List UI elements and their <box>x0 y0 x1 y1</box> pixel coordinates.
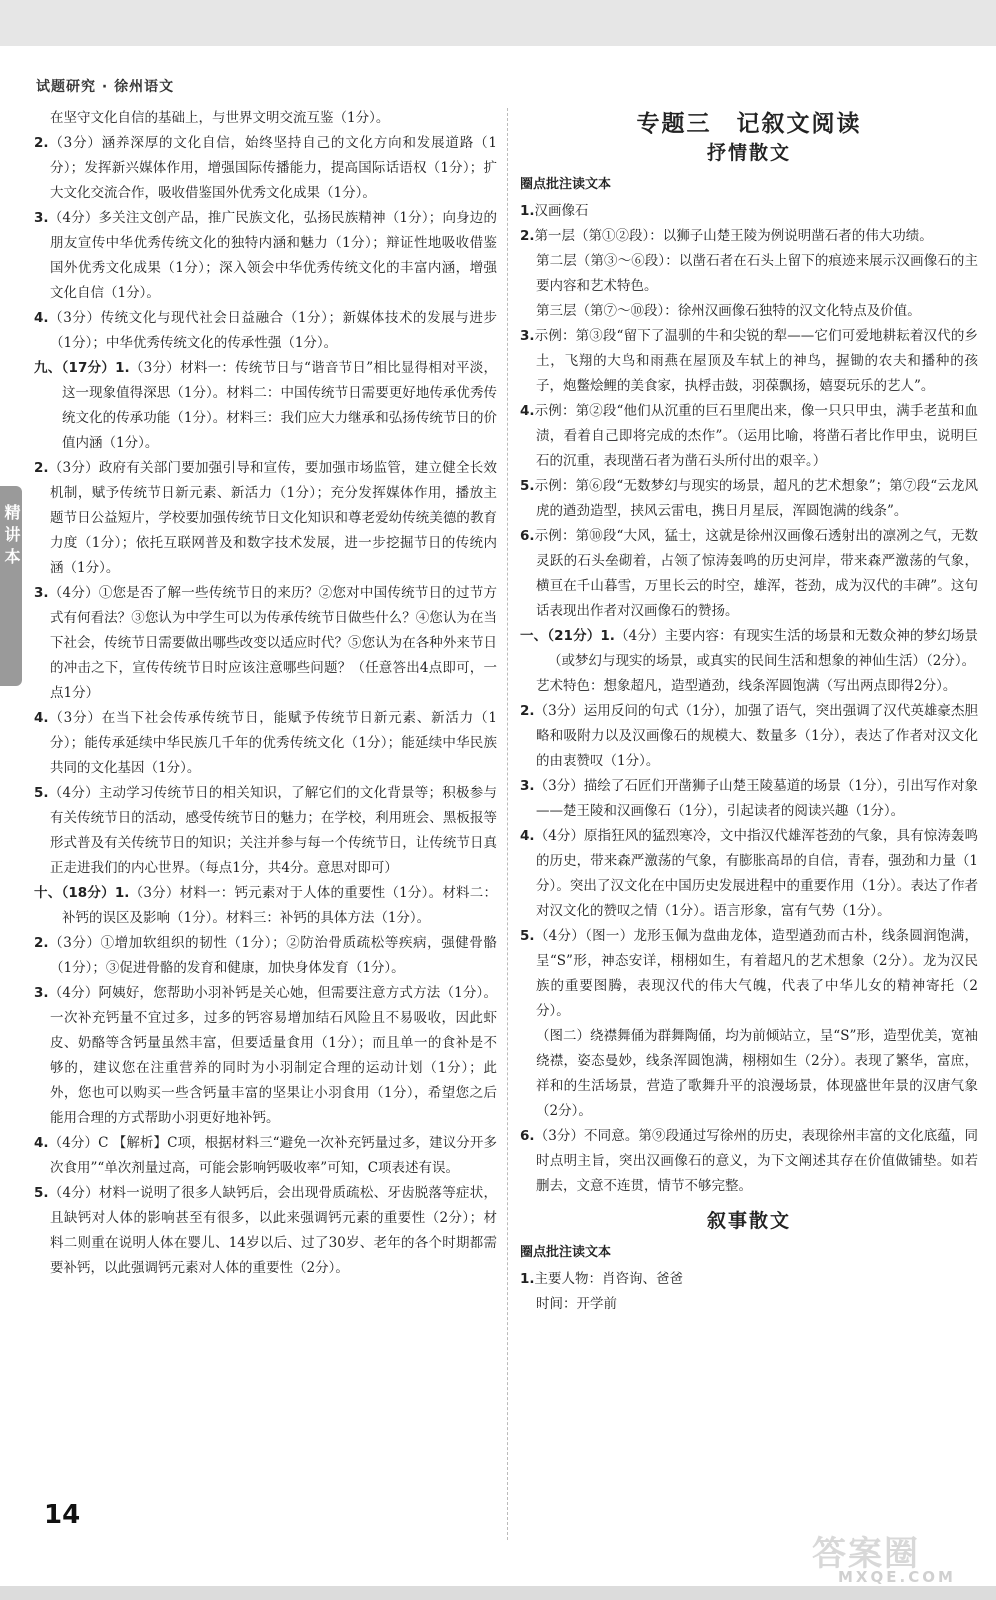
answer-text: （图二）绕襟舞俑为群舞陶俑，均为前倾站立，呈“S”形，造型优美，宽袖绕襟，姿态曼妙，线条浑圆饱满，栩栩如生（2分）。表现了繁华，富庶，祥和的生活场景，营造了歌舞升平的浪漫场景，体现盛世年景的汉唐气象（2分）。 <box>536 1028 978 1119</box>
answer-number: 3. <box>34 210 49 226</box>
answer-number: 2. <box>520 228 535 244</box>
top-margin-band <box>0 0 996 46</box>
answer-item <box>34 456 497 581</box>
answer-item <box>34 881 497 931</box>
answer-item <box>520 399 978 474</box>
answer-item <box>34 581 497 706</box>
answer-text: （4分）主要内容：有现实生活的场景和无数众神的梦幻场景（或梦幻与现实的场景，或真实的民间生活和想象的神仙生活）（2分）。 <box>548 628 979 669</box>
answer-number: 2. <box>520 703 535 719</box>
answer-text: （4分）（图一）龙形玉佩为盘曲龙体，造型遒劲而古朴，线条圆润饱满，呈“S”形，神态安详，栩栩如生，有着超凡的艺术想象（2分）。龙为汉民族的重要图腾，表现汉代的伟大气魄，代表了中华儿女的精神寄托（2分）。 <box>534 928 978 1019</box>
answer-number: 5. <box>520 928 535 944</box>
answer-text: 示例：第⑥段“无数梦幻与现实的场景，超凡的艺术想象”；第⑦段“云龙风虎的遒劲造型，挟风云雷电，携日月星辰，浑圆饱满的线条”。 <box>534 478 978 519</box>
answer-item <box>34 1131 497 1181</box>
answer-text: 艺术特色：想象超凡，造型遒劲，线条浑圆饱满（写出两点即得2分）。 <box>536 678 957 694</box>
answer-number: 1. <box>520 203 535 219</box>
answer-number: 1. <box>520 1271 535 1287</box>
answer-item <box>520 524 978 624</box>
answer-text: （3分）材料一：传统节日与“谐音节日”相比显得相对平淡，这一现象值得深思（1分）。材料二：中国传统节日需要更好地传承优秀传统文化的传承功能（1分）。材料三：我们应大力继承和弘扬传统节日的价值内涵（1分）。 <box>62 360 497 451</box>
answer-number: 十、（18分）1. <box>34 885 130 901</box>
answer-list-lyric <box>520 199 978 1199</box>
side-tab-label: 精讲本 <box>2 504 21 570</box>
watermark-url: MXQE.COM <box>838 1568 956 1586</box>
answer-text: （4分）阿姨好，您帮助小羽补钙是关心她，但需要注意方式方法（1分）。一次补充钙量不宜过多，过多的钙容易增加结石风险且不易吸收，因此虾皮、奶酪等含钙量虽然丰富，但要适量食用（1分）；而且单一的食补是不够的，建议您在注重营养的同时为小羽制定合理的运动计划（1分）；此外，您也可以购买一些含钙量丰富的坚果让小羽食用（1分），希望您之后能用合理的方式帮助小羽更好地补钙。 <box>48 985 497 1126</box>
answer-number: 4. <box>34 1135 49 1151</box>
answer-item <box>520 1292 978 1317</box>
answer-text: （4分）主动学习传统节日的相关知识，了解它们的文化背景等；积极参与有关传统节日的活动，感受传统节日的魅力；在学校，利用班会、黑板报等形式普及有关传统节日的知识；关注并参与每一个传统节日，让传统节日真正走进我们的内心世界。（每点1分，共4分。意思对即可） <box>48 785 497 876</box>
answer-number: 3. <box>520 328 535 344</box>
answer-number: 九、（17分）1. <box>34 360 130 376</box>
answer-text: 汉画像石 <box>534 203 589 219</box>
answer-item <box>520 824 978 924</box>
answer-item <box>34 206 497 306</box>
answer-item <box>34 931 497 981</box>
answer-item <box>520 774 978 824</box>
answer-number: 3. <box>34 985 49 1001</box>
answer-text: （3分）材料一：钙元素对于人体的重要性（1分）。材料二：补钙的误区及影响（1分）。材料三：补钙的具体方法（1分）。 <box>62 885 497 926</box>
answer-text: （3分）不同意。第⑨段通过写徐州的历史，表现徐州丰富的文化底蕴，同时点明主旨，突出汉画像石的意义，为下文阐述其存在价值做铺垫。如若删去，文意不连贯，情节不够完整。 <box>534 1128 978 1194</box>
answer-item <box>34 706 497 781</box>
side-tab <box>0 486 22 686</box>
answer-number: 一、（21分）1. <box>520 628 615 644</box>
answer-text: 第三层（第⑦～⑩段）：徐州汉画像石独特的汉文化特点及价值。 <box>536 303 921 319</box>
answer-text: （4分）①您是否了解一些传统节日的来历？②您对中国传统节日的过节方式有何看法？③您认为中学生可以为传承传统节日做些什么？④您认为在当下社会，传统节日需要做出哪些改变以适应时代？⑤您认为在各种外来节日的冲击之下，宣传传统节日时应该注意哪些问题？（任意答出4点即可，一点1分） <box>48 585 497 701</box>
annotate-label: 圈点批注读文本 <box>520 177 612 192</box>
watermark-logo: 答案圈 <box>812 1534 920 1574</box>
answer-item <box>520 299 978 324</box>
answer-text: （3分）描绘了石匠们开凿狮子山楚王陵墓道的场景（1分），引出写作对象——楚王陵和汉画像石（1分），引起读者的阅读兴趣（1分）。 <box>534 778 978 819</box>
answer-text: （4分）原指狂风的猛烈寒冷，文中指汉代雄浑苍劲的气象，具有惊涛轰鸣的历史，带来森严激荡的气象，有膨胀高昂的自信，青春，强劲和力量（1分）。突出了汉文化在中国历史发展进程中的重要作用（1分）。表达了作者对汉文化的赞叹之情（1分）。语言形象，富有气势（1分）。 <box>534 828 978 919</box>
answer-item <box>520 224 978 249</box>
answer-number: 2. <box>34 935 49 951</box>
answer-number: 6. <box>520 528 535 544</box>
answer-item <box>520 249 978 299</box>
answer-number: 6. <box>520 1128 535 1144</box>
answer-text: （3分）在当下社会传承传统节日，能赋予传统节日新元素、新活力（1分）；能传承延续中华民族几千年的优秀传统文化（1分）；能延续中华民族共同的文化基因（1分）。 <box>48 710 497 776</box>
answer-number: 4. <box>34 310 49 326</box>
answer-number: 5. <box>520 478 535 494</box>
answer-text: （3分）运用反问的句式（1分），加强了语气，突出强调了汉代英雄豪杰胆略和吸附力以及汉画像石的规模大、数量多（1分），表达了作者对汉文化的由衷赞叹（1分）。 <box>534 703 978 769</box>
answer-text: 第一层（第①②段）：以狮子山楚王陵为例说明凿石者的伟大功绩。 <box>534 228 933 244</box>
section-title: 专题三 记叙文阅读 <box>636 111 862 137</box>
answer-text: （4分）材料一说明了很多人缺钙后，会出现骨质疏松、牙齿脱落等症状，且缺钙对人体的影响甚至有很多，以此来强调钙元素的重要性（2分）；材料二则重在说明人体在婴儿、14岁以后、过了30岁、老年的各个时期都需要补钙，以此强调钙元素对人体的重要性（2分）。 <box>48 1185 497 1276</box>
answer-number: 3. <box>520 778 535 794</box>
answer-text: 第二层（第③～⑥段）：以凿石者在石头上留下的痕迹来展示汉画像石的主要内容和艺术特色。 <box>536 253 978 294</box>
answer-list-narrative <box>520 1267 978 1317</box>
answer-item <box>34 781 497 881</box>
answer-item <box>34 981 497 1131</box>
answer-number: 4. <box>520 828 535 844</box>
answer-item <box>520 674 978 699</box>
answer-text: 示例：第③段“留下了温驯的牛和尖锐的犁——它们可爱地耕耘着汉代的乡土，飞翔的大鸟和雨燕在屋顶及车轼上的神鸟，握锄的农夫和播种的孩子，炮鳖烩鲤的美食家，执桴击鼓，羽葆飘扬，嬉耍玩乐的艺人”。 <box>534 328 978 394</box>
answer-text: （4分）多关注文创产品，推广民族文化，弘扬民族精神（1分）；向身边的朋友宣传中华优秀传统文化的独特内涵和魅力（1分）；辩证性地吸收借鉴国外优秀文化成果（1分）；深入领会中华优秀传统文化的丰富内涵，增强文化自信（1分）。 <box>48 210 497 301</box>
answer-number: 4. <box>520 403 535 419</box>
answer-number: 2. <box>34 135 49 151</box>
answer-item <box>520 624 978 674</box>
right-column <box>520 106 978 1317</box>
answer-item <box>520 474 978 524</box>
subsection-title-narrative: 叙事散文 <box>706 1210 791 1232</box>
answer-text: 主要人物：肖咨询、爸爸 <box>534 1271 684 1287</box>
answer-item <box>520 924 978 1024</box>
answer-item <box>520 199 978 224</box>
answer-item <box>520 699 978 774</box>
answer-text: 在坚守文化自信的基础上，与世界文明交流互鉴（1分）。 <box>50 110 390 126</box>
answer-text: 示例：第⑩段“大风，猛士，这就是徐州汉画像石透射出的凛冽之气，无数灵跃的石头垒砌着，占领了惊涛轰鸣的历史河岸，带来森严激荡的气象，横亘在千山暮雪，万里长云的时空，雄浑，苍劲，成为汉代的丰碑”。这句话表现出作者对汉画像石的赞扬。 <box>534 528 978 619</box>
page-number: 14 <box>44 1500 81 1530</box>
subsection-title-lyric: 抒情散文 <box>706 142 791 164</box>
answer-number: 2. <box>34 460 49 476</box>
answer-item <box>34 106 497 131</box>
column-divider <box>507 108 508 1540</box>
answer-text: （3分）涵养深厚的文化自信，始终坚持自己的文化方向和发展道路（1分）；发挥新兴媒体作用，增强国际传播能力，提高国际话语权（1分）；扩大文化交流合作，吸收借鉴国外优秀文化成果（1分）。 <box>48 135 497 201</box>
running-header: 试题研究 · 徐州语文 <box>36 79 175 95</box>
answer-item <box>34 306 497 356</box>
answer-number: 3. <box>34 585 49 601</box>
answer-number: 4. <box>34 710 49 726</box>
answer-item <box>34 1181 497 1281</box>
answer-text: 示例：第②段“他们从沉重的巨石里爬出来，像一只只甲虫，满手老茧和血渍，看着自己即将完成的杰作”。（运用比喻，将凿石者比作甲虫，说明巨石的沉重，表现凿石者为凿石头所付出的艰辛。） <box>534 403 978 469</box>
answer-text: 时间：开学前 <box>536 1296 617 1312</box>
annotate-label: 圈点批注读文本 <box>520 1245 612 1260</box>
answer-number: 5. <box>34 785 49 801</box>
answer-text: （3分）政府有关部门要加强引导和宣传，要加强市场监管，建立健全长效机制，赋予传统节日新元素、新活力（1分）；充分发挥媒体作用，播放主题节日公益短片，学校要加强传统节日文化知识和尊老爱幼传统美德的教育力度（1分）；依托互联网普及和数字技术发展，进一步挖掘节日的传统内涵（1分）。 <box>48 460 497 576</box>
answer-item <box>520 324 978 399</box>
left-column <box>34 106 497 1281</box>
answer-text: （3分）①增加软组织的韧性（1分）；②防治骨质疏松等疾病，强健骨骼（1分）；③促进骨骼的发育和健康，加快身体发育（1分）。 <box>48 935 497 976</box>
bottom-margin-band <box>0 1586 996 1600</box>
answer-text: （4分）C 【解析】C项，根据材料三“避免一次补充钙量过多，建议分开多次食用”“单次剂量过高，可能会影响钙吸收率”可知，C项表述有误。 <box>48 1135 497 1176</box>
answer-item <box>520 1267 978 1292</box>
answer-text: （3分）传统文化与现代社会日益融合（1分）；新媒体技术的发展与进步（1分）；中华优秀传统文化的传承性强（1分）。 <box>48 310 497 351</box>
answer-item <box>520 1124 978 1199</box>
answer-item <box>520 1024 978 1124</box>
answer-item <box>34 356 497 456</box>
answer-number: 5. <box>34 1185 49 1201</box>
answer-item <box>34 131 497 206</box>
